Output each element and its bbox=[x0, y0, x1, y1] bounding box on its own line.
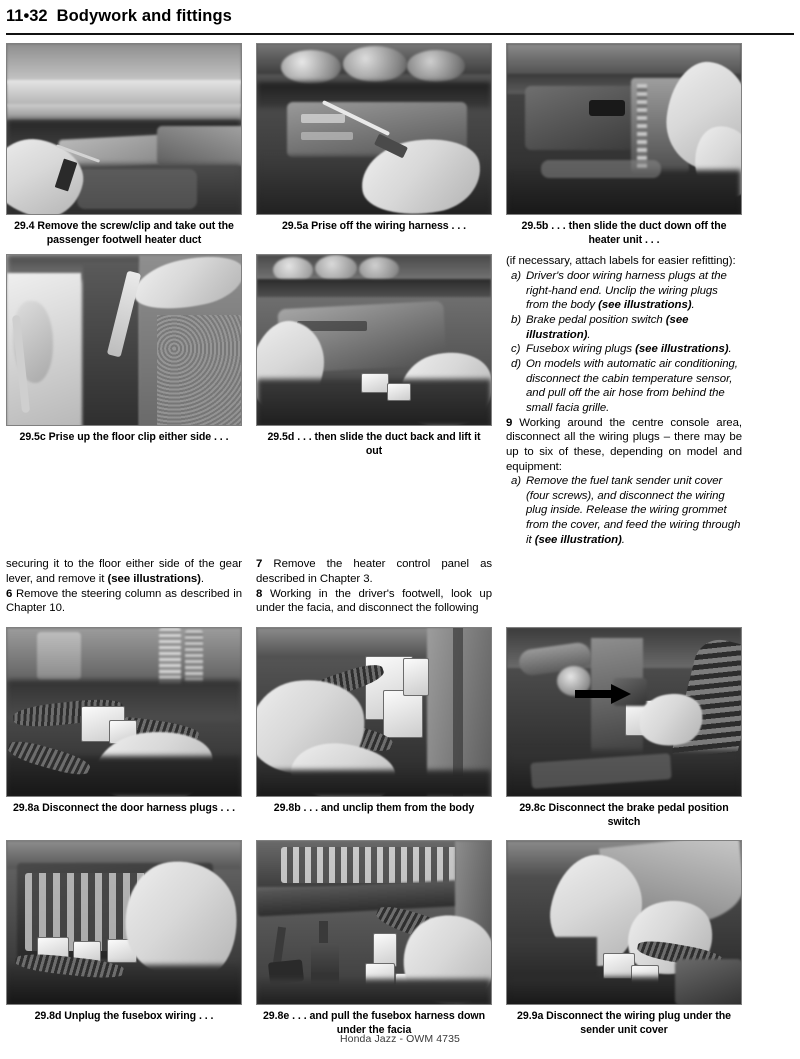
chapter-number: 11•32 bbox=[6, 7, 48, 25]
list-text: Remove the fuel tank sender unit cover (four screws), and disconnect the wiring plug inside. Release the wiring grommet from the cover, and feed the wiring through it bbox=[526, 475, 741, 546]
figure-image-29-8c bbox=[506, 627, 742, 797]
step-9-list bbox=[506, 474, 742, 547]
figure-image-29-8e bbox=[256, 840, 492, 1005]
step-7-number: 7 bbox=[256, 558, 263, 571]
step-6-number: 6 bbox=[6, 587, 13, 600]
step-7-paragraph bbox=[256, 557, 492, 586]
arrow-right-icon bbox=[575, 684, 631, 704]
figure-caption-29-5b: 29.5b . . . then slide the duct down off the heater unit . . . bbox=[521, 220, 727, 246]
figure-image-29-5b bbox=[506, 43, 742, 215]
figure-cell-29-8e bbox=[256, 840, 492, 1037]
list-text-tail: . bbox=[691, 299, 695, 312]
figure-row-3 bbox=[6, 627, 794, 829]
figure-cell-29-5b bbox=[506, 43, 742, 247]
list-text-bold: (see illustrations) bbox=[635, 343, 729, 356]
figure-caption-29-5d: 29.5d . . . then slide the duct back and lift it out bbox=[267, 431, 481, 457]
step-9-items bbox=[506, 474, 742, 547]
figure-cell-29-5a bbox=[256, 43, 492, 234]
figure-cell-29-5d bbox=[256, 254, 492, 458]
figure-caption-29-4: 29.4 Remove the screw/clip and take out the passenger footwell heater duct bbox=[14, 220, 234, 246]
step-9-body: Working around the centre console area, disconnect all the wiring plugs – there may be up to six of these, depending on model and equipment: bbox=[506, 416, 742, 473]
annotation-arrow-icon bbox=[575, 684, 631, 704]
figure-image-29-5c bbox=[6, 254, 242, 426]
figure-row-1 bbox=[6, 43, 794, 247]
list-item bbox=[506, 474, 742, 547]
list-marker: b) bbox=[511, 313, 522, 326]
continuation-paragraph bbox=[6, 557, 242, 586]
step-6-paragraph bbox=[6, 587, 242, 616]
list-text-tail: . bbox=[728, 343, 732, 356]
figure-caption-29-8e: 29.8e . . . and pull the fusebox harness down under the facia bbox=[262, 1010, 486, 1037]
figure-image-29-8a bbox=[6, 627, 242, 797]
body-text-row bbox=[6, 557, 794, 616]
continuation-tail: . bbox=[200, 573, 205, 586]
list-text: Fusebox wiring plugs bbox=[526, 343, 636, 356]
step-7-body: Remove the heater control panel as described in Chapter 3. bbox=[256, 558, 492, 586]
figure-image-29-5d bbox=[256, 254, 492, 426]
step-8-number: 8 bbox=[256, 587, 263, 600]
list-item bbox=[506, 342, 742, 357]
step-6-body: Remove the steering column as described in Chapter 10. bbox=[6, 587, 242, 615]
step-9-number: 9 bbox=[506, 416, 513, 429]
list-text-tail: . bbox=[621, 533, 625, 546]
list-text: Driver's door wiring harness plugs at the right-hand end. Unclip the wiring plugs from the body bbox=[526, 269, 727, 312]
step-8-paragraph bbox=[256, 587, 492, 616]
right-column-text bbox=[506, 254, 742, 547]
step-8-body: Working in the driver's footwell, look up under the facia, and disconnect the following bbox=[256, 587, 492, 615]
header-rule bbox=[6, 33, 794, 35]
list-text: On models with automatic air conditioning, disconnect the cabin temperature sensor, and pull off the air hose from behind the small facia grille. bbox=[526, 357, 738, 414]
list-text-bold: (see illustration) bbox=[534, 533, 622, 546]
figure-cell-29-8a bbox=[6, 627, 242, 816]
figure-caption-29-5a: 29.5a Prise off the wiring harness . . . bbox=[281, 220, 467, 232]
figure-caption-29-8d: 29.8d Unplug the fusebox wiring . . . bbox=[34, 1010, 214, 1023]
list-text-bold: (see illustration) bbox=[526, 313, 689, 341]
figure-caption-29-8b: 29.8b . . . and unclip them from the body bbox=[273, 802, 475, 815]
left-column-text bbox=[6, 557, 242, 616]
list-marker: a) bbox=[511, 475, 522, 488]
figure-caption-29-9a: 29.9a Disconnect the wiring plug under the sender unit cover bbox=[517, 1010, 731, 1037]
figure-cell-29-8d bbox=[6, 840, 242, 1024]
figure-image-29-4 bbox=[6, 43, 242, 215]
figure-caption-29-8c: 29.8c Disconnect the brake pedal position switch bbox=[519, 802, 729, 828]
list-marker: a) bbox=[511, 269, 522, 282]
page-title: Bodywork and fittings bbox=[56, 7, 232, 25]
list-text: Brake pedal position switch bbox=[526, 313, 666, 326]
middle-column-text bbox=[256, 557, 492, 616]
figure-image-29-8d bbox=[6, 840, 242, 1005]
list-marker: c) bbox=[511, 343, 521, 356]
step-8-intro: (if necessary, attach labels for easier refitting): bbox=[506, 255, 736, 268]
figure-cell-29-9a bbox=[506, 840, 742, 1037]
continuation-bold: (see illustrations) bbox=[107, 573, 201, 586]
page-header bbox=[6, 0, 794, 26]
list-text-bold: (see illustrations) bbox=[598, 299, 692, 312]
figure-image-29-9a bbox=[506, 840, 742, 1005]
list-text-tail: . bbox=[587, 328, 591, 341]
list-item bbox=[506, 269, 742, 313]
figure-row-4 bbox=[6, 840, 794, 1037]
figure-image-29-8b bbox=[256, 627, 492, 797]
figure-caption-29-8a: 29.8a Disconnect the door harness plugs . . . bbox=[12, 802, 236, 815]
step-8-items bbox=[506, 269, 742, 416]
figure-cell-29-8c bbox=[506, 627, 742, 829]
figure-cell-29-8b bbox=[256, 627, 492, 816]
list-item bbox=[506, 313, 742, 342]
list-marker: d) bbox=[511, 357, 522, 370]
figure-image-29-5a bbox=[256, 43, 492, 215]
step-8-list bbox=[506, 254, 742, 415]
list-item bbox=[506, 357, 742, 416]
page-footer: Honda Jazz - OWM 4735 bbox=[340, 1033, 460, 1045]
step-9-text bbox=[506, 416, 742, 475]
figure-cell-29-5c bbox=[6, 254, 242, 445]
figure-caption-29-5c: 29.5c Prise up the floor clip either side . . . bbox=[19, 431, 229, 444]
continuation-text: securing it to the floor either side of the gear lever, and remove it bbox=[6, 558, 242, 586]
step-9-paragraph bbox=[506, 416, 742, 475]
figure-cell-29-4 bbox=[6, 43, 242, 247]
figure-row-2 bbox=[6, 254, 794, 547]
